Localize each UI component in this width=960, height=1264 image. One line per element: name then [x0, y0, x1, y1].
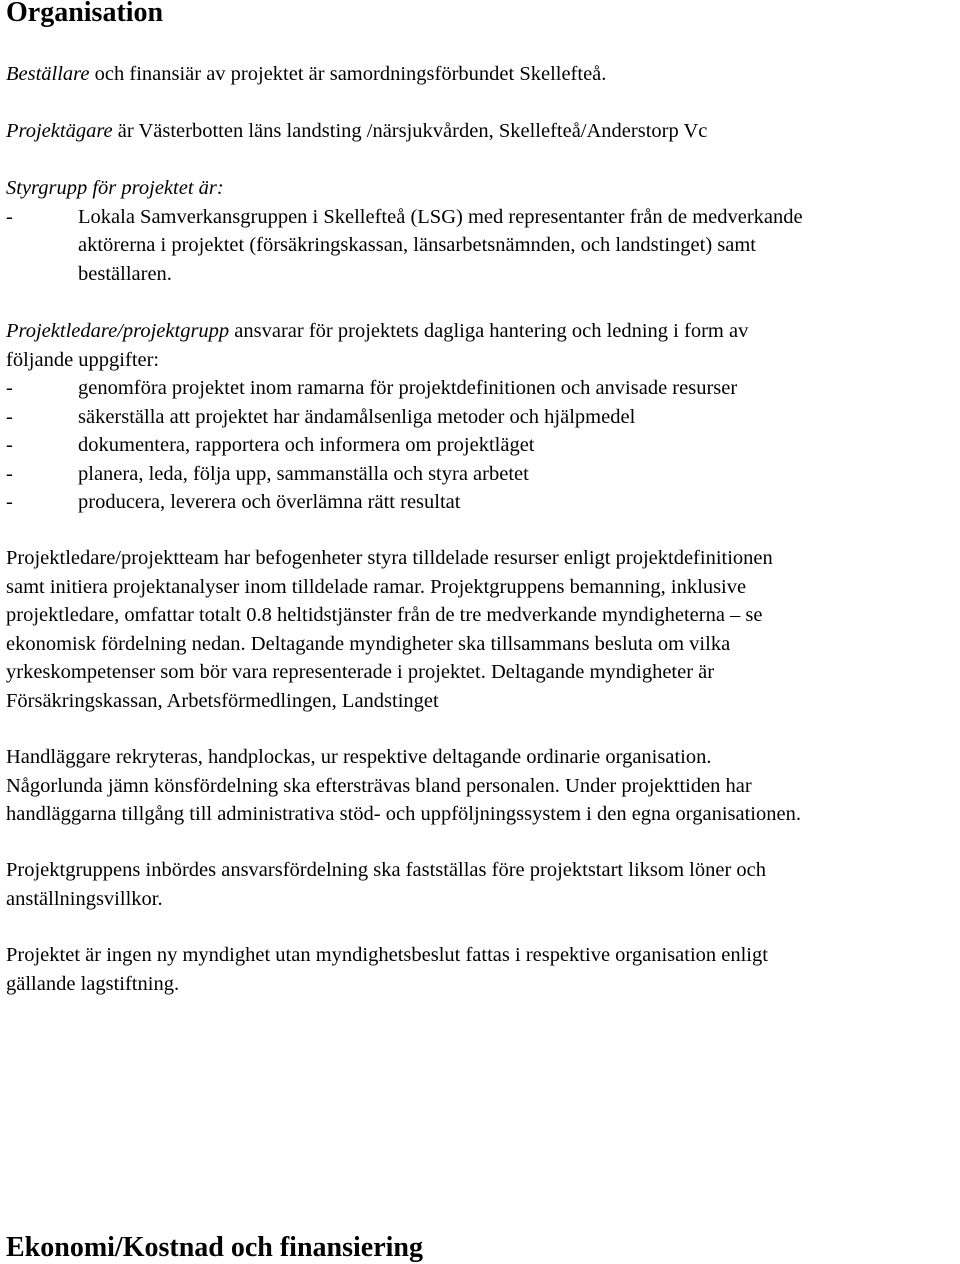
paragraph-line: Försäkringskassan, Arbetsförmedlingen, Landstinget	[6, 689, 439, 712]
paragraph-line: yrkeskompetenser som bör vara representerade i projektet. Deltagande myndigheter är	[6, 661, 715, 683]
paragraph-line: Projektledare/projektteam har befogenheter styra tilldelade resurser enligt projektdefinitionen	[6, 547, 773, 569]
paragraph-projektagare-text: är Västerbotten läns landsting /närsjukvården, Skellefteå/Anderstorp Vc	[112, 120, 708, 142]
list-item	[6, 460, 956, 489]
list-dash: -	[6, 491, 13, 513]
paragraph-handlaggare	[6, 743, 956, 829]
list-item	[6, 431, 956, 460]
section-heading-ekonomi: Ekonomi/Kostnad och finansiering	[6, 1232, 423, 1263]
list-item-text: dokumentera, rapportera och informera om projektläget	[78, 434, 535, 456]
styrgrupp-list	[6, 203, 956, 289]
list-item	[6, 403, 956, 432]
paragraph-line: anställningsvillkor.	[6, 887, 163, 910]
list-item-text: planera, leda, följa upp, sammanställa och styra arbetet	[78, 462, 529, 485]
term-bestallare: Beställare	[6, 63, 90, 85]
paragraph-bestallare-text: och finansiär av projektet är samordningsförbundet Skellefteå.	[89, 63, 607, 85]
list-dash: -	[6, 434, 13, 456]
list-item-line: Lokala Samverkansgruppen i Skellefteå (LSG) med representanter från de medverkande	[78, 205, 803, 228]
list-item	[6, 488, 956, 517]
paragraph-line: Projektet är ingen ny myndighet utan myndighetsbeslut fattas i respektive organisation enligt	[6, 944, 768, 966]
paragraph-line: Någorlunda jämn könsfördelning ska eftersträvas bland personalen. Under projekttiden har	[6, 774, 752, 797]
list-dash: -	[6, 377, 13, 399]
list-item	[6, 203, 956, 289]
paragraph-styrgrupp	[6, 174, 956, 288]
paragraph-line: projektledare, omfattar totalt 0.8 heltidstjänster från de tre medverkande myndigheterna – se	[6, 604, 763, 626]
paragraph-befogenheter	[6, 544, 956, 715]
paragraph-line: Projektgruppens inbördes ansvarsfördelning ska fastställas före projektstart liksom löner och	[6, 859, 767, 881]
list-item-text: genomföra projektet inom ramarna för projektdefinitionen och anvisade resurser	[78, 377, 738, 399]
paragraph-projektledare-line	[6, 317, 956, 346]
list-dash: -	[6, 462, 13, 485]
term-projektledare: Projektledare/projektgrupp	[6, 320, 230, 342]
paragraph-myndighet	[6, 941, 956, 998]
paragraph-line: ekonomisk fördelning nedan. Deltagande myndigheter ska tillsammans besluta om vilka	[6, 632, 731, 655]
list-dash: -	[6, 405, 13, 428]
paragraph-line: Handläggare rekryteras, handplockas, ur respektive deltagande ordinarie organisation.	[6, 746, 712, 768]
list-item	[6, 374, 956, 403]
list-item-line: aktörerna i projektet (försäkringskassan, länsarbetsnämnden, och landstinget) samt	[78, 234, 757, 256]
list-dash: -	[6, 205, 13, 228]
term-styrgrupp: Styrgrupp för projektet är:	[6, 177, 224, 199]
term-projektagare: Projektägare	[6, 120, 113, 142]
paragraph-projektledare-line: följande uppgifter:	[6, 348, 160, 371]
section-heading-organisation: Organisation	[6, 0, 164, 28]
paragraph-projektledare-text: ansvarar för projektets dagliga hantering och ledning i form av	[229, 320, 749, 342]
list-item-line: beställaren.	[78, 262, 172, 285]
paragraph-line: gällande lagstiftning.	[6, 972, 180, 995]
list-item-text: säkerställa att projektet har ändamålsenliga metoder och hjälpmedel	[78, 405, 636, 428]
paragraph-projektagare	[6, 117, 956, 146]
paragraph-line: samt initiera projektanalyser inom tilldelade ramar. Projektgruppens bemanning, inklusive	[6, 575, 747, 598]
list-item-text: producera, leverera och överlämna rätt resultat	[78, 491, 461, 513]
paragraph-projektledare	[6, 317, 956, 517]
paragraph-line: handläggarna tillgång till administrativa stöd- och uppföljningssystem i den egna organisationen.	[6, 803, 801, 825]
paragraph-bestallare	[6, 60, 956, 89]
paragraph-ansvarsfordelning	[6, 856, 956, 913]
uppgifter-list	[6, 374, 956, 517]
